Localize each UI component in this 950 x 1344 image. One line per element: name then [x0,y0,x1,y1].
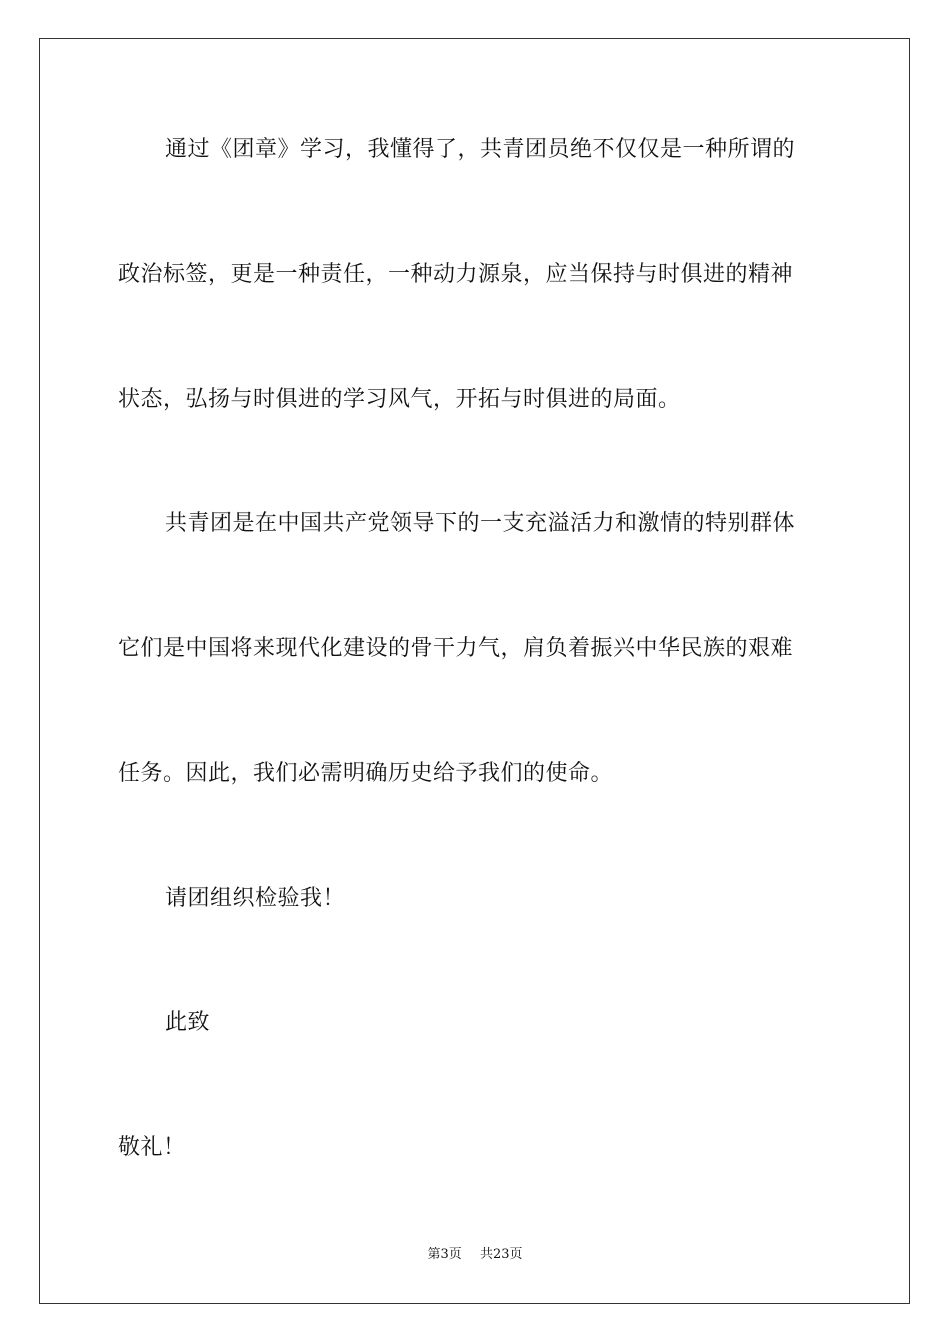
paragraph-line: 政治标签，更是一种责任，一种动力源泉，应当保持与时俱进的精神 [118,262,794,287]
request-line: 请团组织检验我！ [165,886,346,911]
closing-line: 此致 [165,1010,211,1035]
page-number: 第3页 [427,1247,462,1262]
paragraph-line: 它们是中国将来现代化建设的骨干力气，肩负着振兴中华民族的艰难 [118,636,794,661]
page-total: 共23页 [479,1247,523,1262]
page-footer [0,1246,950,1264]
paragraph-line: 共青团是在中国共产党领导下的一支充溢活力和激情的特别群体 [165,511,796,536]
paragraph-line: 任务。因此，我们必需明确历史给予我们的使命。 [118,761,614,786]
paragraph-line: 状态，弘扬与时俱进的学习风气，开拓与时俱进的局面。 [118,387,681,412]
salutation-line: 敬礼！ [118,1135,186,1160]
page-border [39,38,910,1304]
paragraph-line: 通过《团章》学习，我懂得了，共青团员绝不仅仅是一种所谓的 [165,137,796,162]
